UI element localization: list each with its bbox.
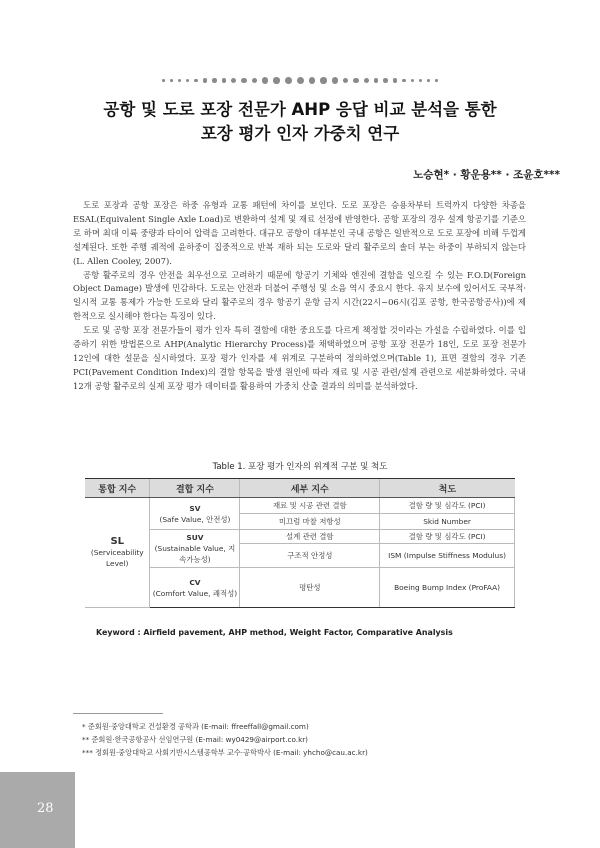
decorative-dot bbox=[343, 78, 349, 84]
decorative-dot bbox=[383, 78, 387, 82]
cv-cell bbox=[150, 568, 240, 608]
sv-desc: (Safe Value, 안전성) bbox=[159, 514, 231, 524]
abstract-body bbox=[73, 199, 526, 394]
decorative-dot bbox=[374, 78, 379, 83]
decorative-dot bbox=[411, 79, 414, 82]
footnote: * 준회원·중앙대학교 건설환경 공학과 (E-mail: ffreeffall@gmail.com) bbox=[82, 722, 309, 731]
table-cell: 구조적 안정성 bbox=[240, 544, 380, 568]
footnote: ** 준회원·한국공항공사 선임연구원 (E-mail: wy0429@airport.co.kr) bbox=[82, 735, 308, 744]
suv-cell bbox=[150, 530, 240, 568]
table-cell: 설계 관련 결함 bbox=[240, 530, 380, 544]
decorative-dot bbox=[393, 78, 397, 82]
decorative-dot bbox=[203, 78, 207, 82]
decorative-dot bbox=[222, 78, 227, 83]
decorative-dot bbox=[332, 77, 338, 83]
table-header: 결합 지수 bbox=[150, 479, 240, 498]
table-cell: 결함 량 및 심각도 (PCI) bbox=[380, 498, 515, 514]
table-header-row bbox=[85, 479, 515, 498]
decorative-dots bbox=[0, 70, 600, 89]
table-header: 세부 지수 bbox=[240, 479, 380, 498]
footnote: *** 정회원·중앙대학교 사회기반시스템공학부 교수·공학박사 (E-mail: yhcho@cau.ac.kr) bbox=[82, 748, 368, 757]
factor-table bbox=[85, 478, 515, 608]
suv-code: SUV bbox=[186, 533, 204, 542]
table-header: 통합 지수 bbox=[85, 479, 150, 498]
decorative-dot bbox=[212, 78, 216, 82]
decorative-dot bbox=[297, 77, 304, 84]
decorative-dot bbox=[435, 79, 438, 82]
suv-desc: (Sustainable Value, 지속가능성) bbox=[154, 544, 236, 564]
paragraph: 도로 및 공항 포장 전문가들이 평가 인자 특히 결함에 대한 중요도를 다르게 책정할 것이라는 가설을 수립하였다. 이를 입증하기 위한 방법론으로 AHP(Analytic Hierarchy Process)를 채택하였으며 공항 포장 전문가 18인, 도로 포장 전문가 12인에 대한 설문을 실시하였다. 포장 평가 인자를 세 위계로 구분하여 정의하였으며(Table 1), 표면 결함의 경우 기존 PCI(Pavement Condition Index)의 결함 항목을 발생 원인에 따라 재료 및 시공 관련/설계 관련으로 세분화하였다. 국내 12개 공항 활주로의 실제 포장 평가 데이터를 활용하여 가중치 산출 결과의 의미를 분석하였다. bbox=[73, 325, 526, 391]
title-line-2: 포장 평가 인자 가중치 연구 bbox=[200, 124, 400, 143]
decorative-dot bbox=[273, 77, 279, 83]
sl-code: SL bbox=[110, 536, 125, 547]
paragraph: 도로 포장과 공항 포장은 하중 유형과 교통 패턴에 차이를 보인다. 도로 포장은 승용차부터 트럭까지 다양한 차종을 ESAL(Equivalent Single Axle Load)로 변환하여 설계 및 재료 선정에 반영한다. 공항 포장의 경우 설계 항공기를 기준으로 하며 최대 이륙 중량과 타이어 압력을 고려한다. 대규모 공항이 대부분인 국내 공항은 일반적으로 도로 포장에 비해 두껍게 설계된다. 또한 주행 궤적에 윤하중이 집중적으로 반복 재하 되는 도로와 달리 활주로의 솔더 부는 하중이 부하되지 않는다(L. Allen Cooley, 2007). bbox=[73, 200, 526, 266]
authors: 노승현* · 황운용** · 조윤호*** bbox=[413, 169, 560, 181]
decorative-dot bbox=[427, 79, 430, 82]
decorative-dot bbox=[178, 79, 181, 82]
table-cell: 재료 및 시공 관련 결함 bbox=[240, 498, 380, 514]
decorative-dot bbox=[320, 77, 326, 83]
cv-desc: (Comfort Value, 쾌적성) bbox=[152, 588, 238, 598]
paragraph: 공항 활주로의 경우 안전을 최우선으로 고려하기 때문에 항공기 기체와 엔진에 결함을 일으킬 수 있는 F.O.D(Foreign Object Damage) 발생에 민감하다. 도로는 안전과 더불어 주행성 및 소음 역시 중요시 한다. 유지 보수에 있어서도 국부적·일시적 교통 통제가 가능한 도로와 달리 활주로의 경우 항공기 운항 금지 시간(22시~06시(김포 공항, 한국공항공사))에 제한적으로 실시해야 한다는 특징이 있다. bbox=[73, 269, 526, 322]
table-row bbox=[85, 568, 515, 608]
decorative-dot bbox=[353, 78, 358, 83]
footnote-rule bbox=[73, 713, 163, 714]
table-cell: ISM (Impulse Stiffness Modulus) bbox=[380, 544, 515, 568]
decorative-dot bbox=[231, 78, 236, 83]
page-number: 28 bbox=[37, 801, 54, 816]
decorative-dot bbox=[262, 77, 268, 83]
title-line-1: 공항 및 도로 포장 전문가 AHP 응답 비교 분석을 통한 bbox=[103, 100, 497, 119]
sl-desc: (Serviceability Level) bbox=[90, 548, 144, 568]
paper-title bbox=[60, 98, 540, 146]
decorative-dot bbox=[402, 79, 406, 83]
table-cell: 평탄성 bbox=[240, 568, 380, 608]
decorative-dot bbox=[285, 77, 292, 84]
decorative-dot bbox=[241, 78, 246, 83]
decorative-dot bbox=[419, 79, 422, 82]
decorative-dot bbox=[170, 79, 173, 82]
table-row bbox=[85, 530, 515, 544]
decorative-dot bbox=[309, 77, 316, 84]
table-row bbox=[85, 498, 515, 514]
decorative-dot bbox=[186, 79, 189, 82]
keywords: Keyword : Airfield pavement, AHP method, Weight Factor, Comparative Analysis bbox=[96, 628, 453, 637]
table-cell: Skid Number bbox=[380, 514, 515, 530]
sl-cell bbox=[85, 498, 150, 608]
sv-code: SV bbox=[189, 503, 201, 513]
table-caption: Table 1. 포장 평가 인자의 위계적 구분 및 척도 bbox=[212, 462, 388, 472]
table-cell: 결함 량 및 심각도 (PCI) bbox=[380, 530, 515, 544]
decorative-dot bbox=[162, 79, 165, 82]
table-cell: Boeing Bump Index (ProFAA) bbox=[380, 568, 515, 608]
sv-cell bbox=[150, 498, 240, 530]
decorative-dot bbox=[364, 78, 369, 83]
decorative-dot bbox=[194, 79, 198, 83]
table-cell: 미끄럼 마찰 저항성 bbox=[240, 514, 380, 530]
cv-code: CV bbox=[189, 577, 201, 587]
decorative-dot bbox=[252, 78, 258, 84]
table-header: 척도 bbox=[380, 479, 515, 498]
